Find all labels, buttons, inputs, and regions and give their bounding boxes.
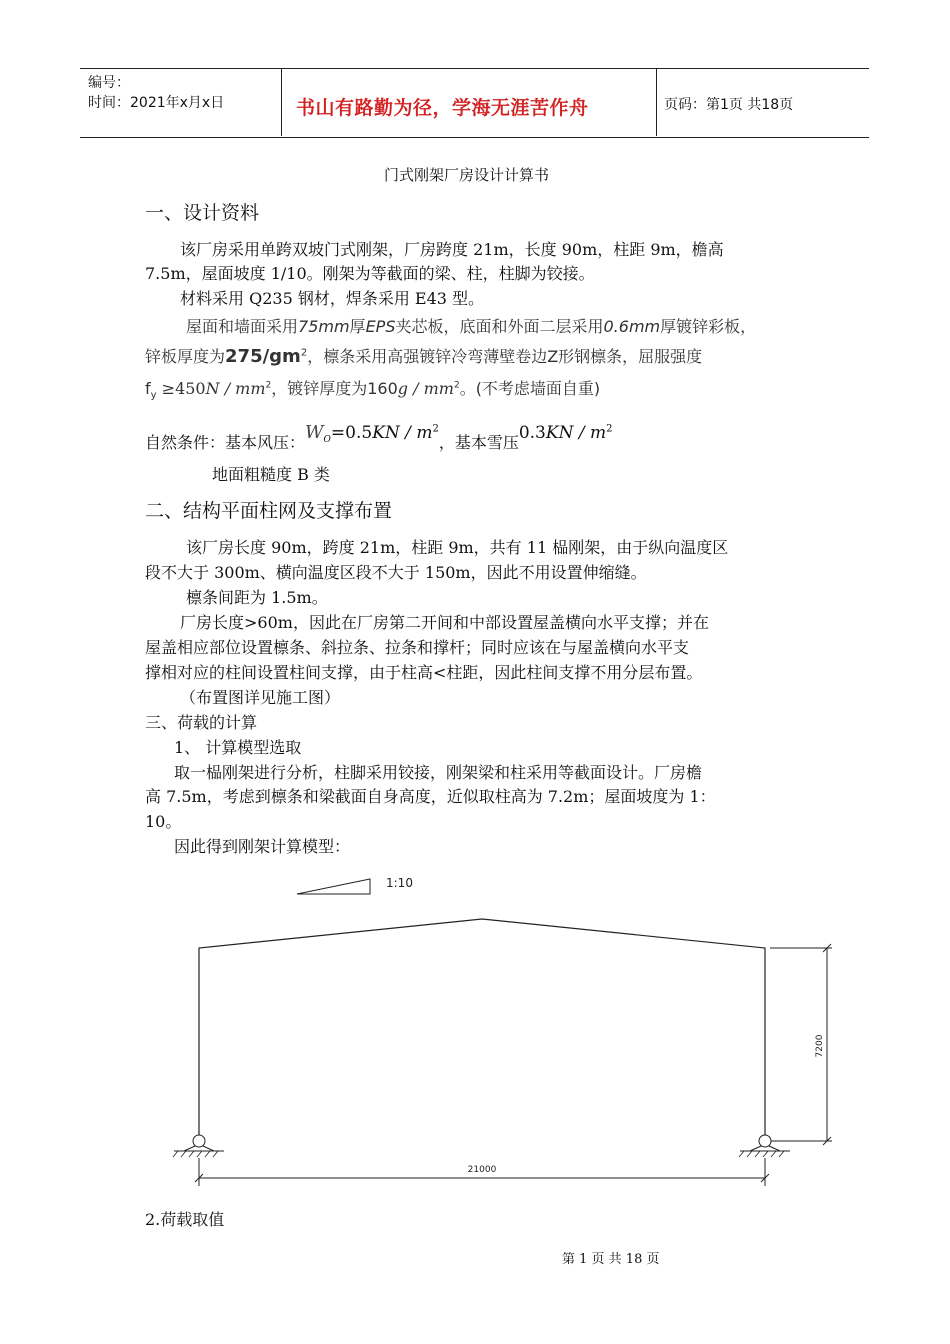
- page-footer: 第 1 页 共 18 页: [562, 1252, 660, 1267]
- support-hatch: [739, 1151, 784, 1157]
- subsection-heading: 1、 计算模型选取: [174, 738, 302, 757]
- section-heading: 二、结构平面柱网及支撑布置: [145, 500, 393, 522]
- paragraph: 取一榀刚架进行分析，柱脚采用铰接，刚架梁和柱采用等截面设计。厂房檐: [174, 763, 703, 782]
- paragraph: 屋面和墙面采用75mm厚EPS夹芯板，底面和外面二层采用0.6mm厚镀锌彩板，: [186, 317, 757, 336]
- paragraph: 段不大于 300m、横向温度区段不大于 150m，因此不用设置伸缩缝。: [145, 563, 647, 582]
- section-heading: 三、荷载的计算: [145, 713, 258, 732]
- paragraph: 地面粗糙度 B 类: [212, 465, 330, 484]
- number-label: 编号：: [88, 75, 130, 91]
- paragraph: 因此得到刚架计算模型：: [174, 837, 351, 856]
- document-title: 门式刚架厂房设计计算书: [384, 166, 550, 184]
- frame-outline: [199, 919, 765, 1141]
- paragraph: 高 7.5m，考虑到檩条和梁截面自身高度，近似取柱高为 7.2m；屋面坡度为 1：: [145, 787, 716, 806]
- support-leg: [203, 1146, 214, 1151]
- paragraph: 屋盖相应部位设置檩条、斜拉条、拉条和撑杆；同时应该在与屋盖横向水平支: [145, 638, 690, 657]
- pin-support: [193, 1135, 205, 1147]
- support-leg: [184, 1146, 195, 1151]
- section-heading: 一、设计资料: [145, 202, 260, 224]
- paragraph: 自然条件：基本风压：$W_O=0.5KN / m^2$，基本雪压$0.3KN / m^2$: [145, 422, 613, 452]
- header-divider: [656, 68, 657, 136]
- frame-model-diagram: [160, 860, 860, 1190]
- paragraph: 锌板厚度为$275/gm^2$，檩条采用高强镀锌冷弯薄壁卷边Z形钢檩条，屈服强度: [145, 346, 703, 367]
- paragraph: 7.5m，屋面坡度 1/10。刚架为等截面的梁、柱，柱脚为铰接。: [145, 264, 595, 283]
- motto: 书山有路勤为径，学海无涯苦作舟: [296, 97, 589, 119]
- paragraph: 10。: [145, 812, 182, 831]
- paragraph: 厂房长度>60m，因此在厂房第二开间和中部设置屋盖横向水平支撑；并在: [180, 613, 709, 632]
- paragraph: （布置图详见施工图）: [180, 688, 341, 707]
- support-leg: [769, 1146, 780, 1151]
- span-dimension-label: 21000: [467, 1165, 497, 1175]
- paragraph: 撑相对应的柱间设置柱间支撑，由于柱高<柱距，因此柱间支撑不用分层布置。: [145, 663, 703, 682]
- page-number: 页码：第1页 共18页: [664, 97, 794, 113]
- paragraph: 檩条间距为 1.5m。: [186, 588, 328, 607]
- support-hatch: [173, 1151, 218, 1157]
- paragraph: 该厂房采用单跨双坡门式刚架，厂房跨度 21m，长度 90m，柱距 9m，檐高: [180, 240, 724, 259]
- paragraph: $f_y \ge 450N / mm^2$，镀锌厚度为$160g / mm^2$。(不考虑墙面自重): [145, 379, 601, 402]
- support-leg: [750, 1146, 761, 1151]
- header-divider: [281, 68, 282, 136]
- paragraph: 材料采用 Q235 钢材，焊条采用 E43 型。: [180, 289, 485, 308]
- subsection-heading: 2.荷载取值: [145, 1210, 225, 1229]
- date-label: 时间：2021年x月x日: [88, 95, 225, 111]
- pin-support: [759, 1135, 771, 1147]
- slope-label: 1:10: [386, 876, 413, 890]
- height-dimension-label: 7200: [815, 1034, 825, 1058]
- paragraph: 该厂房长度 90m，跨度 21m，柱距 9m，共有 11 榀刚架，由于纵向温度区: [186, 538, 729, 557]
- slope-triangle: [297, 879, 370, 894]
